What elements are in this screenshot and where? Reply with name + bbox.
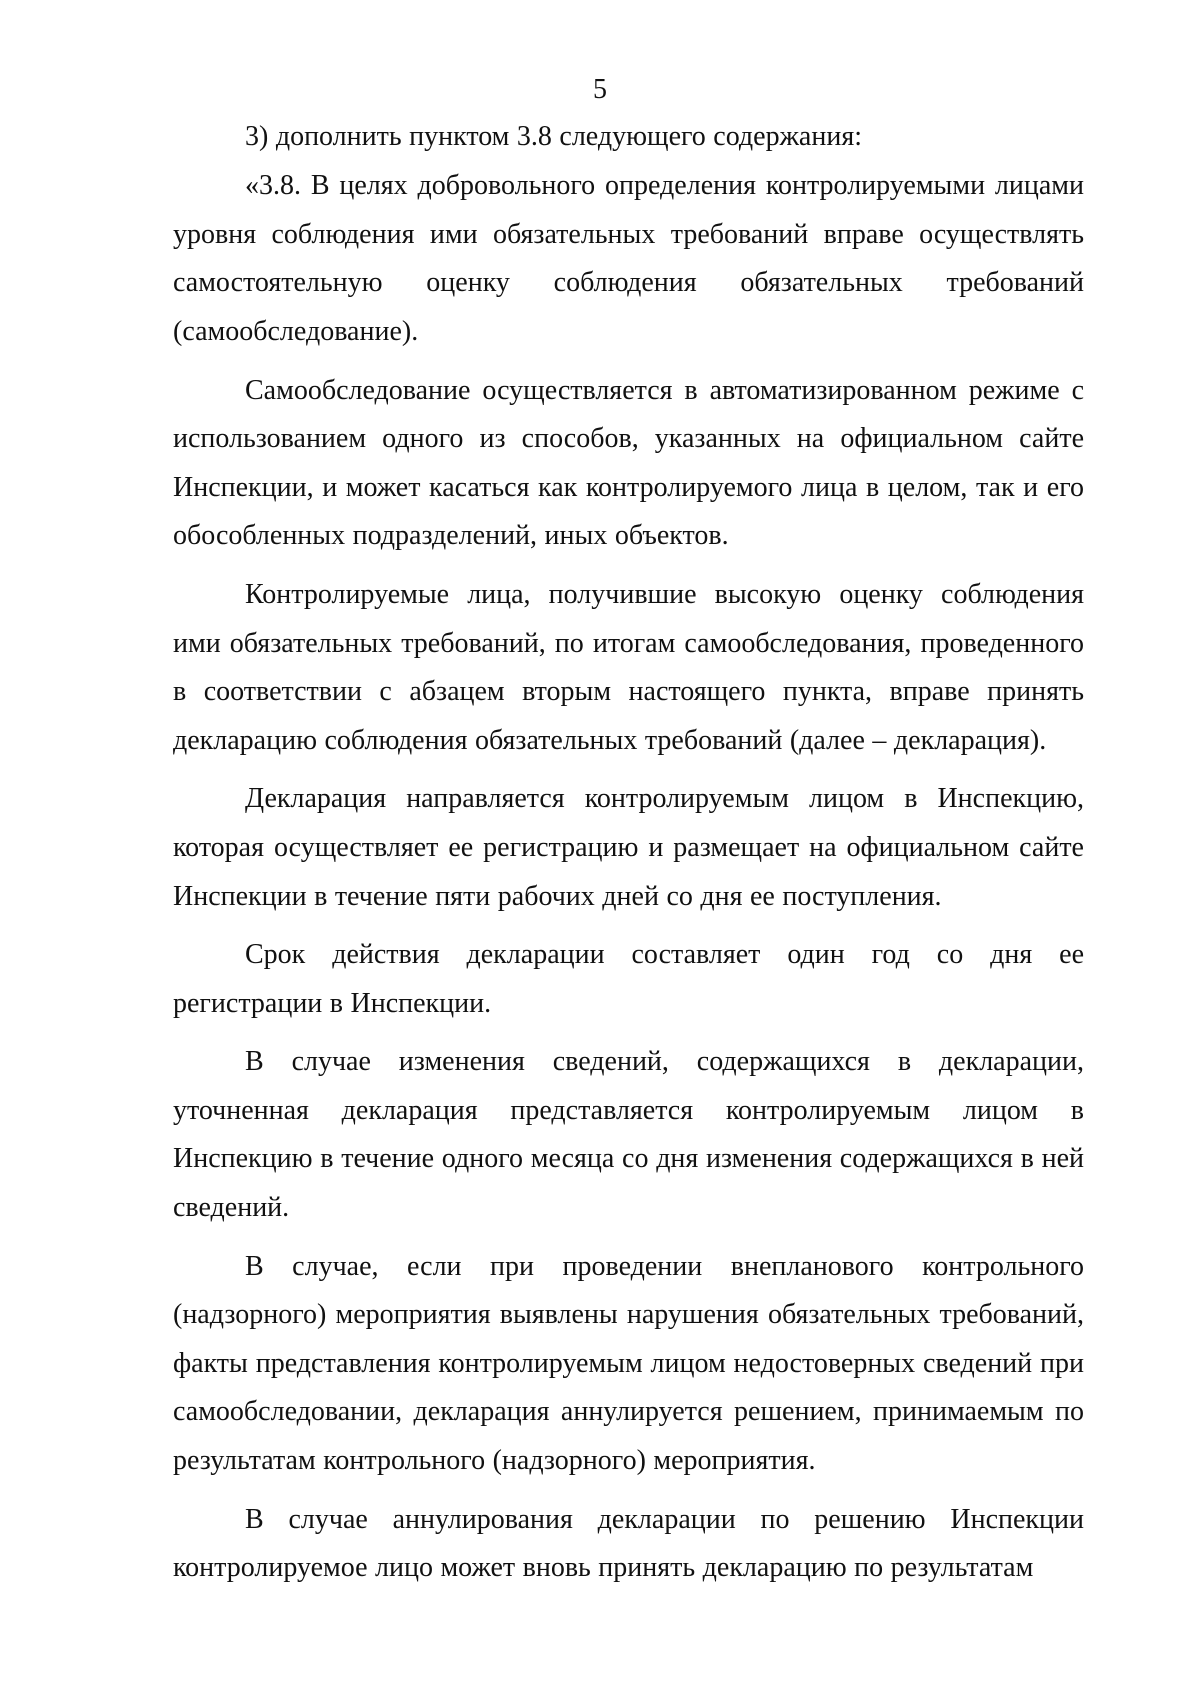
paragraph-declaration-update: В случае изменения сведений, содержащихся в декларации, уточненная декларация представляется контролируемым лицом в Инспекцию в течение одного месяца со дня изменения содержащихся в ней сведений. bbox=[173, 1046, 1084, 1224]
document-body bbox=[173, 113, 1084, 1593]
paragraph-declaration-validity: Срок действия декларации составляет один год со дня ее регистрации в Инспекции. bbox=[173, 939, 1084, 1019]
paragraph-declaration-reissue: В случае аннулирования декларации по решению Инспекции контролируемое лицо может вновь принять декларацию по результатам bbox=[173, 1503, 1084, 1584]
paragraph-self-audit-mode: Самообследование осуществляется в автоматизированном режиме с использованием одного из способов, указанных на официальном сайте Инспекции, и может касаться как контролируемого лица в целом, так и его обособленных подразделений, иных объектов. bbox=[173, 374, 1084, 552]
paragraph-declaration-right: Контролируемые лица, получившие высокую оценку соблюдения ими обязательных требований, по итогам самообследования, проведенного в соответствии с абзацем вторым настоящего пункта, вправе принять декларацию соблюдения обязательных требований (далее – декларация). bbox=[173, 578, 1084, 756]
paragraph-declaration-registration: Декларация направляется контролируемым лицом в Инспекцию, которая осуществляет ее регистрацию и размещает на официальном сайте Инспекции в течение пяти рабочих дней со дня ее поступления. bbox=[173, 783, 1084, 912]
page-number: 5 bbox=[593, 74, 607, 105]
paragraph-declaration-annulment: В случае, если при проведении внепланового контрольного (надзорного) мероприятия выявлены нарушения обязательных требований, факты представления контролируемым лицом недостоверных сведений при самообследовании, декларация аннулируется решением, принимаемым по результатам контрольного (надзорного) мероприятия. bbox=[173, 1250, 1084, 1477]
paragraph-amendment-intro: 3) дополнить пунктом 3.8 следующего содержания: bbox=[245, 121, 862, 152]
paragraph-3-8-purpose: «3.8. В целях добровольного определения контролируемыми лицами уровня соблюдения ими обязательных требований вправе осуществлять самостоятельную оценку соблюдения обязательных требований (самообследование). bbox=[173, 170, 1084, 347]
